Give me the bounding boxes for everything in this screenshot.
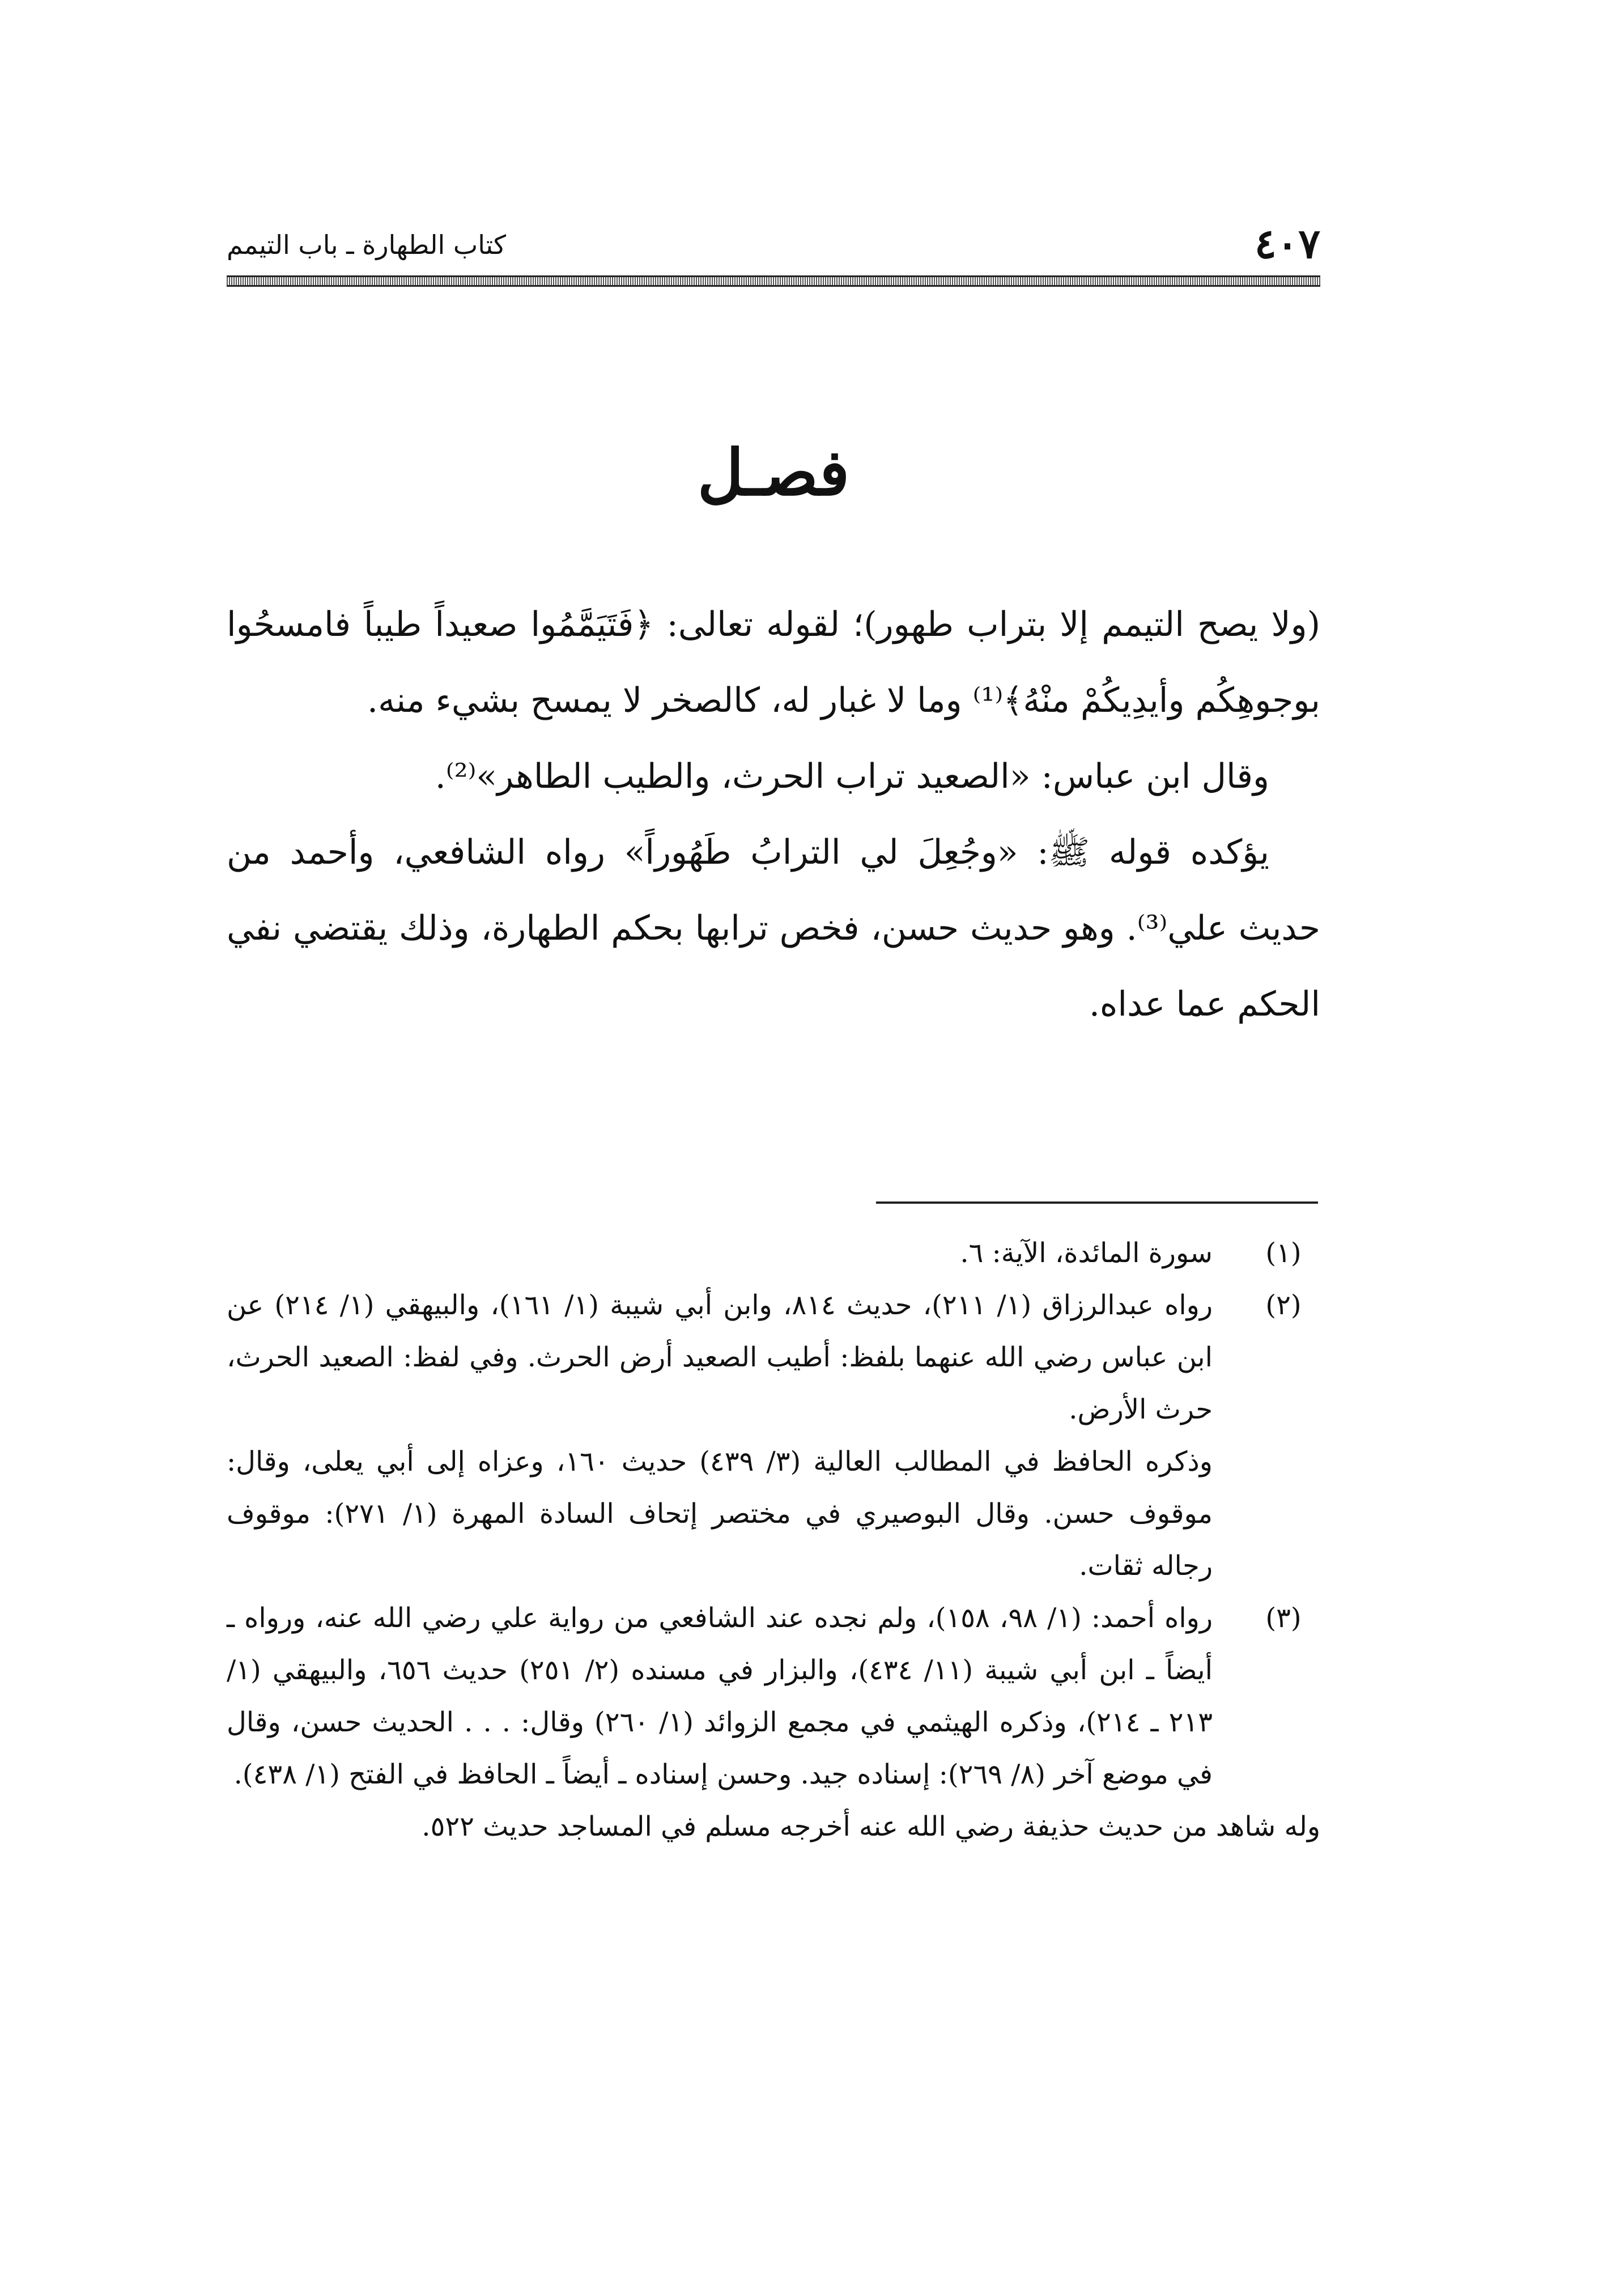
running-header xyxy=(227,221,1320,266)
footnote-divider xyxy=(876,1201,1318,1204)
footnote-1 xyxy=(227,1227,1320,1279)
footnote-text: رواه عبدالرزاق (١/ ٢١١)، حديث ٨١٤، وابن أبي شيبة (١/ ١٦١)، والبيهقي (١/ ٢١٤) عن ابن عباس رضي الله عنهما بلفظ: أطيب الصعيد أرض الحرث. وفي لفظ: الصعيد الحرث، حرث الأرض. xyxy=(227,1289,1213,1425)
section-heading: فصـل xyxy=(697,436,850,510)
footnotes xyxy=(227,1227,1320,1853)
header-divider xyxy=(227,275,1320,287)
footnote-marker: (١) xyxy=(1265,1237,1302,1269)
footnote-marker: (٣) xyxy=(1265,1602,1302,1634)
footnote-marker: (٢) xyxy=(1265,1289,1302,1321)
footnote-text: وذكره الحافظ في المطالب العالية (٣/ ٤٣٩) حديث ١٦٠، وعزاه إلى أبي يعلى، وقال: موقوف حسن. وقال البوصيري في مختصر إتحاف السادة المهرة (١/ ٢٧١): موقوف رجاله ثقات. xyxy=(227,1446,1213,1582)
footnote-text: رواه أحمد: (١/ ٩٨، ١٥٨)، ولم نجده عند الشافعي من رواية علي رضي الله عنه، ورواه ـ أيضاً ـ ابن أبي شيبة (١١/ ٤٣٤)، والبزار في مسنده (٢/ ٢٥١) حديث ٦٥٦، والبيهقي (١/ ٢١٣ ـ ٢١٤)، وذكره الهيثمي في مجمع الزوائد (١/ ٢٦٠) وقال: . . . الحديث حسن، وقال في موضع آخر (٨/ ٢٦٩): إسناده جيد. وحسن إسناده ـ أيضاً ـ الحافظ في الفتح (١/ ٤٣٨). xyxy=(227,1602,1213,1790)
body-paragraph-1: (ولا يصح التيمم إلا بتراب طهور)؛ لقوله تعالى: ﴿فَتَيَمَّمُوا صعيداً طيباً فامسحُوا بوجوهِكُم وأيدِيكُمْ منْهُ﴾⁽¹⁾ وما لا غبار له، كالصخر لا يمسح بشيء منه. xyxy=(227,605,1320,720)
closing-note: وله شاهد من حديث حذيفة رضي الله عنه أخرجه مسلم في المساجد حديث ٥٢٢. xyxy=(422,1811,1320,1842)
body-paragraph-3: يؤكده قوله ﷺ: «وجُعِلَ لي الترابُ طَهُوراً» رواه الشافعي، وأحمد من حديث علي⁽³⁾. وهو حديث حسن، فخص ترابها بحكم الطهارة، وذلك يقتضي نفي الحكم عما عداه. xyxy=(227,833,1321,1024)
footnote-2 xyxy=(227,1279,1320,1592)
main-text xyxy=(227,587,1320,1042)
footnote-3 xyxy=(227,1592,1320,1801)
footnote-text: سورة المائدة، الآية: ٦. xyxy=(960,1237,1213,1269)
body-paragraph-2: وقال ابن عباس: «الصعيد تراب الحرث، والطيب الطاهر»⁽²⁾. xyxy=(435,757,1269,796)
page-number: ٤٠٧ xyxy=(1254,219,1320,267)
running-title: كتاب الطهارة ـ باب التيمم xyxy=(227,230,507,260)
